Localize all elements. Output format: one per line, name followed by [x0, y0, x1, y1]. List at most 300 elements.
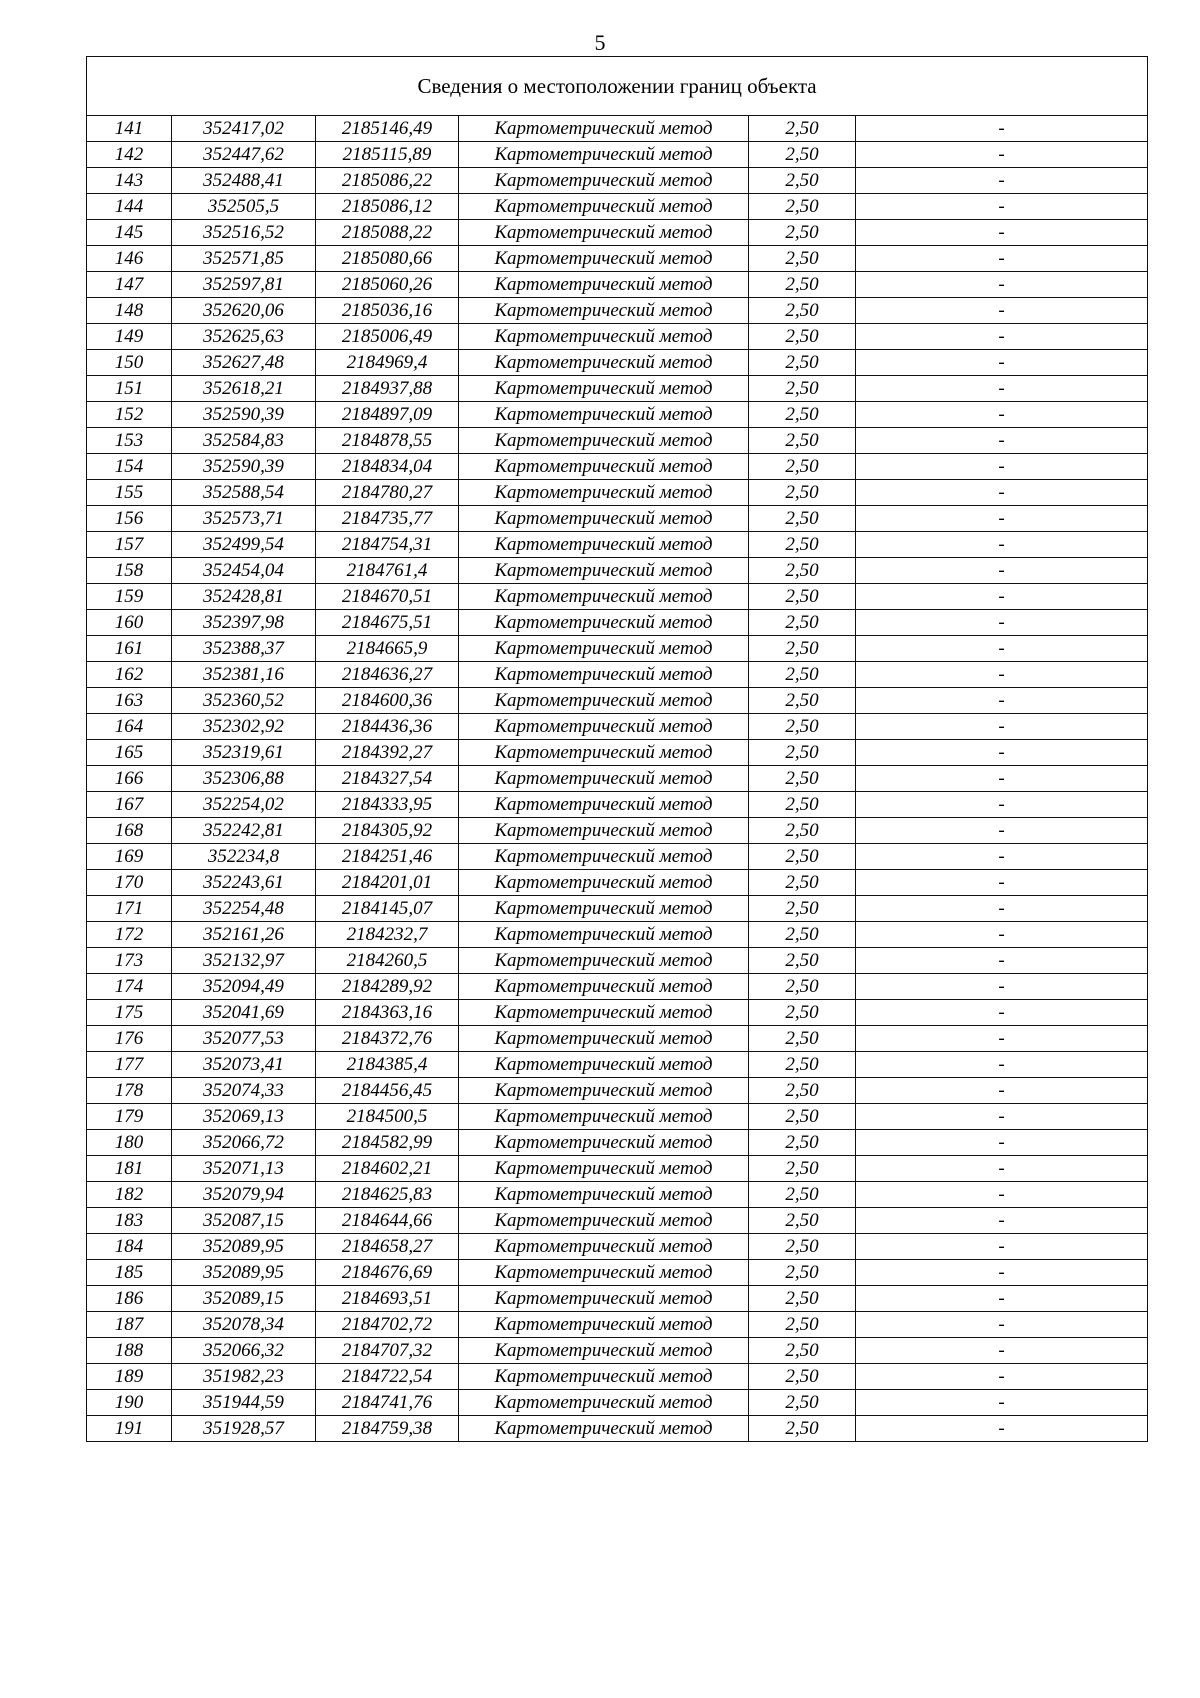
- point-number-cell: 191: [87, 1416, 172, 1442]
- table-row: [87, 844, 1148, 870]
- x-coordinate-cell: 352588,54: [172, 480, 316, 506]
- accuracy-cell: 2,50: [749, 610, 856, 636]
- method-cell: Картометрический метод: [459, 428, 749, 454]
- x-coordinate-cell: 352089,15: [172, 1286, 316, 1312]
- table-row: [87, 1026, 1148, 1052]
- x-coordinate-cell: 352066,32: [172, 1338, 316, 1364]
- table-row: [87, 974, 1148, 1000]
- x-coordinate-cell: 352590,39: [172, 454, 316, 480]
- x-coordinate-cell: 352417,02: [172, 116, 316, 142]
- method-cell: Картометрический метод: [459, 350, 749, 376]
- point-number-cell: 184: [87, 1234, 172, 1260]
- x-coordinate-cell: 351944,59: [172, 1390, 316, 1416]
- table-row: [87, 480, 1148, 506]
- x-coordinate-cell: 352079,94: [172, 1182, 316, 1208]
- y-coordinate-cell: 2184636,27: [316, 662, 459, 688]
- y-coordinate-cell: 2185080,66: [316, 246, 459, 272]
- y-coordinate-cell: 2184260,5: [316, 948, 459, 974]
- y-coordinate-cell: 2184363,16: [316, 1000, 459, 1026]
- accuracy-cell: 2,50: [749, 142, 856, 168]
- description-cell: -: [856, 558, 1148, 584]
- table-row: [87, 610, 1148, 636]
- method-cell: Картометрический метод: [459, 1000, 749, 1026]
- accuracy-cell: 2,50: [749, 428, 856, 454]
- point-number-cell: 167: [87, 792, 172, 818]
- description-cell: -: [856, 792, 1148, 818]
- method-cell: Картометрический метод: [459, 324, 749, 350]
- accuracy-cell: 2,50: [749, 870, 856, 896]
- method-cell: Картометрический метод: [459, 272, 749, 298]
- accuracy-cell: 2,50: [749, 506, 856, 532]
- y-coordinate-cell: 2185146,49: [316, 116, 459, 142]
- y-coordinate-cell: 2185115,89: [316, 142, 459, 168]
- description-cell: -: [856, 818, 1148, 844]
- y-coordinate-cell: 2184754,31: [316, 532, 459, 558]
- accuracy-cell: 2,50: [749, 1208, 856, 1234]
- table-row: [87, 428, 1148, 454]
- method-cell: Картометрический метод: [459, 194, 749, 220]
- table-row: [87, 922, 1148, 948]
- description-cell: -: [856, 1390, 1148, 1416]
- table-row: [87, 766, 1148, 792]
- x-coordinate-cell: 352454,04: [172, 558, 316, 584]
- method-cell: Картометрический метод: [459, 688, 749, 714]
- y-coordinate-cell: 2184333,95: [316, 792, 459, 818]
- description-cell: -: [856, 714, 1148, 740]
- method-cell: Картометрический метод: [459, 662, 749, 688]
- y-coordinate-cell: 2184735,77: [316, 506, 459, 532]
- method-cell: Картометрический метод: [459, 584, 749, 610]
- x-coordinate-cell: 352597,81: [172, 272, 316, 298]
- description-cell: -: [856, 532, 1148, 558]
- accuracy-cell: 2,50: [749, 1390, 856, 1416]
- accuracy-cell: 2,50: [749, 1078, 856, 1104]
- description-cell: -: [856, 246, 1148, 272]
- description-cell: -: [856, 896, 1148, 922]
- method-cell: Картометрический метод: [459, 766, 749, 792]
- method-cell: Картометрический метод: [459, 1078, 749, 1104]
- point-number-cell: 147: [87, 272, 172, 298]
- y-coordinate-cell: 2184582,99: [316, 1130, 459, 1156]
- table-row: [87, 740, 1148, 766]
- description-cell: -: [856, 454, 1148, 480]
- table-row: [87, 402, 1148, 428]
- accuracy-cell: 2,50: [749, 584, 856, 610]
- y-coordinate-cell: 2185086,12: [316, 194, 459, 220]
- method-cell: Картометрический метод: [459, 948, 749, 974]
- description-cell: -: [856, 376, 1148, 402]
- description-cell: -: [856, 766, 1148, 792]
- point-number-cell: 188: [87, 1338, 172, 1364]
- accuracy-cell: 2,50: [749, 298, 856, 324]
- method-cell: Картометрический метод: [459, 558, 749, 584]
- method-cell: Картометрический метод: [459, 454, 749, 480]
- method-cell: Картометрический метод: [459, 1182, 749, 1208]
- accuracy-cell: 2,50: [749, 1026, 856, 1052]
- table-row: [87, 1286, 1148, 1312]
- method-cell: Картометрический метод: [459, 1338, 749, 1364]
- point-number-cell: 159: [87, 584, 172, 610]
- y-coordinate-cell: 2184759,38: [316, 1416, 459, 1442]
- accuracy-cell: 2,50: [749, 948, 856, 974]
- description-cell: -: [856, 740, 1148, 766]
- description-cell: -: [856, 1182, 1148, 1208]
- accuracy-cell: 2,50: [749, 1286, 856, 1312]
- y-coordinate-cell: 2184693,51: [316, 1286, 459, 1312]
- table-row: [87, 376, 1148, 402]
- accuracy-cell: 2,50: [749, 818, 856, 844]
- table-row: [87, 506, 1148, 532]
- point-number-cell: 153: [87, 428, 172, 454]
- point-number-cell: 146: [87, 246, 172, 272]
- point-number-cell: 170: [87, 870, 172, 896]
- table-row: [87, 116, 1148, 142]
- x-coordinate-cell: 352089,95: [172, 1234, 316, 1260]
- point-number-cell: 142: [87, 142, 172, 168]
- accuracy-cell: 2,50: [749, 194, 856, 220]
- x-coordinate-cell: 352071,13: [172, 1156, 316, 1182]
- table-row: [87, 558, 1148, 584]
- table-row: [87, 350, 1148, 376]
- x-coordinate-cell: 352132,97: [172, 948, 316, 974]
- method-cell: Картометрический метод: [459, 168, 749, 194]
- method-cell: Картометрический метод: [459, 1390, 749, 1416]
- x-coordinate-cell: 352254,48: [172, 896, 316, 922]
- description-cell: -: [856, 1104, 1148, 1130]
- method-cell: Картометрический метод: [459, 376, 749, 402]
- table-row: [87, 1104, 1148, 1130]
- y-coordinate-cell: 2184675,51: [316, 610, 459, 636]
- method-cell: Картометрический метод: [459, 974, 749, 1000]
- description-cell: -: [856, 1364, 1148, 1390]
- description-cell: -: [856, 506, 1148, 532]
- description-cell: -: [856, 116, 1148, 142]
- y-coordinate-cell: 2184665,9: [316, 636, 459, 662]
- point-number-cell: 155: [87, 480, 172, 506]
- method-cell: Картометрический метод: [459, 870, 749, 896]
- description-cell: -: [856, 298, 1148, 324]
- table-row: [87, 1234, 1148, 1260]
- x-coordinate-cell: 352499,54: [172, 532, 316, 558]
- x-coordinate-cell: 352094,49: [172, 974, 316, 1000]
- method-cell: Картометрический метод: [459, 116, 749, 142]
- point-number-cell: 173: [87, 948, 172, 974]
- method-cell: Картометрический метод: [459, 818, 749, 844]
- y-coordinate-cell: 2184625,83: [316, 1182, 459, 1208]
- method-cell: Картометрический метод: [459, 1104, 749, 1130]
- point-number-cell: 164: [87, 714, 172, 740]
- accuracy-cell: 2,50: [749, 688, 856, 714]
- accuracy-cell: 2,50: [749, 558, 856, 584]
- accuracy-cell: 2,50: [749, 1312, 856, 1338]
- y-coordinate-cell: 2184392,27: [316, 740, 459, 766]
- y-coordinate-cell: 2184676,69: [316, 1260, 459, 1286]
- x-coordinate-cell: 352447,62: [172, 142, 316, 168]
- table-row: [87, 1000, 1148, 1026]
- page-number: 5: [594, 30, 606, 55]
- accuracy-cell: 2,50: [749, 1104, 856, 1130]
- description-cell: -: [856, 948, 1148, 974]
- y-coordinate-cell: 2184878,55: [316, 428, 459, 454]
- x-coordinate-cell: 352488,41: [172, 168, 316, 194]
- table-row: [87, 1364, 1148, 1390]
- y-coordinate-cell: 2184741,76: [316, 1390, 459, 1416]
- x-coordinate-cell: 352397,98: [172, 610, 316, 636]
- x-coordinate-cell: 352078,34: [172, 1312, 316, 1338]
- description-cell: -: [856, 1026, 1148, 1052]
- point-number-cell: 187: [87, 1312, 172, 1338]
- point-number-cell: 163: [87, 688, 172, 714]
- accuracy-cell: 2,50: [749, 402, 856, 428]
- method-cell: Картометрический метод: [459, 142, 749, 168]
- y-coordinate-cell: 2184436,36: [316, 714, 459, 740]
- description-cell: -: [856, 350, 1148, 376]
- x-coordinate-cell: 352161,26: [172, 922, 316, 948]
- table-row: [87, 1156, 1148, 1182]
- method-cell: Картометрический метод: [459, 1234, 749, 1260]
- table-row: [87, 532, 1148, 558]
- description-cell: -: [856, 480, 1148, 506]
- accuracy-cell: 2,50: [749, 168, 856, 194]
- description-cell: -: [856, 688, 1148, 714]
- point-number-cell: 180: [87, 1130, 172, 1156]
- accuracy-cell: 2,50: [749, 532, 856, 558]
- x-coordinate-cell: 352074,33: [172, 1078, 316, 1104]
- method-cell: Картометрический метод: [459, 1260, 749, 1286]
- description-cell: -: [856, 194, 1148, 220]
- x-coordinate-cell: 352590,39: [172, 402, 316, 428]
- point-number-cell: 157: [87, 532, 172, 558]
- accuracy-cell: 2,50: [749, 376, 856, 402]
- x-coordinate-cell: 352242,81: [172, 818, 316, 844]
- accuracy-cell: 2,50: [749, 1130, 856, 1156]
- table-row: [87, 1078, 1148, 1104]
- description-cell: -: [856, 1234, 1148, 1260]
- description-cell: -: [856, 584, 1148, 610]
- point-number-cell: 156: [87, 506, 172, 532]
- method-cell: Картометрический метод: [459, 246, 749, 272]
- x-coordinate-cell: 352388,37: [172, 636, 316, 662]
- table-row: [87, 1208, 1148, 1234]
- table-row: [87, 948, 1148, 974]
- method-cell: Картометрический метод: [459, 532, 749, 558]
- accuracy-cell: 2,50: [749, 974, 856, 1000]
- method-cell: Картометрический метод: [459, 714, 749, 740]
- accuracy-cell: 2,50: [749, 1364, 856, 1390]
- point-number-cell: 152: [87, 402, 172, 428]
- x-coordinate-cell: 352360,52: [172, 688, 316, 714]
- description-cell: -: [856, 168, 1148, 194]
- accuracy-cell: 2,50: [749, 1052, 856, 1078]
- y-coordinate-cell: 2184145,07: [316, 896, 459, 922]
- accuracy-cell: 2,50: [749, 1260, 856, 1286]
- table-row: [87, 662, 1148, 688]
- x-coordinate-cell: 352069,13: [172, 1104, 316, 1130]
- y-coordinate-cell: 2184602,21: [316, 1156, 459, 1182]
- y-coordinate-cell: 2184500,5: [316, 1104, 459, 1130]
- y-coordinate-cell: 2185086,22: [316, 168, 459, 194]
- y-coordinate-cell: 2185006,49: [316, 324, 459, 350]
- boundary-coordinates-table: [86, 56, 1148, 1442]
- y-coordinate-cell: 2185036,16: [316, 298, 459, 324]
- y-coordinate-cell: 2184722,54: [316, 1364, 459, 1390]
- x-coordinate-cell: 352625,63: [172, 324, 316, 350]
- method-cell: Картометрический метод: [459, 896, 749, 922]
- method-cell: Картометрический метод: [459, 610, 749, 636]
- y-coordinate-cell: 2184289,92: [316, 974, 459, 1000]
- point-number-cell: 179: [87, 1104, 172, 1130]
- y-coordinate-cell: 2184670,51: [316, 584, 459, 610]
- table-title-row: [87, 57, 1148, 116]
- x-coordinate-cell: 352428,81: [172, 584, 316, 610]
- x-coordinate-cell: 352302,92: [172, 714, 316, 740]
- method-cell: Картометрический метод: [459, 922, 749, 948]
- x-coordinate-cell: 352073,41: [172, 1052, 316, 1078]
- description-cell: -: [856, 1000, 1148, 1026]
- description-cell: -: [856, 220, 1148, 246]
- description-cell: -: [856, 870, 1148, 896]
- method-cell: Картометрический метод: [459, 298, 749, 324]
- y-coordinate-cell: 2185060,26: [316, 272, 459, 298]
- accuracy-cell: 2,50: [749, 662, 856, 688]
- y-coordinate-cell: 2184305,92: [316, 818, 459, 844]
- point-number-cell: 169: [87, 844, 172, 870]
- description-cell: -: [856, 142, 1148, 168]
- y-coordinate-cell: 2184969,4: [316, 350, 459, 376]
- description-cell: -: [856, 1338, 1148, 1364]
- point-number-cell: 172: [87, 922, 172, 948]
- description-cell: -: [856, 1286, 1148, 1312]
- x-coordinate-cell: 352584,83: [172, 428, 316, 454]
- description-cell: -: [856, 1416, 1148, 1442]
- table-row: [87, 792, 1148, 818]
- method-cell: Картометрический метод: [459, 636, 749, 662]
- point-number-cell: 165: [87, 740, 172, 766]
- description-cell: -: [856, 974, 1148, 1000]
- x-coordinate-cell: 352381,16: [172, 662, 316, 688]
- point-number-cell: 144: [87, 194, 172, 220]
- point-number-cell: 176: [87, 1026, 172, 1052]
- table-row: [87, 584, 1148, 610]
- method-cell: Картометрический метод: [459, 1286, 749, 1312]
- x-coordinate-cell: 352306,88: [172, 766, 316, 792]
- y-coordinate-cell: 2184937,88: [316, 376, 459, 402]
- x-coordinate-cell: 352571,85: [172, 246, 316, 272]
- accuracy-cell: 2,50: [749, 1416, 856, 1442]
- method-cell: Картометрический метод: [459, 1026, 749, 1052]
- table-body: [87, 116, 1148, 1442]
- y-coordinate-cell: 2184456,45: [316, 1078, 459, 1104]
- accuracy-cell: 2,50: [749, 324, 856, 350]
- table-row: [87, 1182, 1148, 1208]
- table-row: [87, 1052, 1148, 1078]
- y-coordinate-cell: 2184372,76: [316, 1026, 459, 1052]
- point-number-cell: 148: [87, 298, 172, 324]
- y-coordinate-cell: 2184201,01: [316, 870, 459, 896]
- method-cell: Картометрический метод: [459, 1364, 749, 1390]
- method-cell: Картометрический метод: [459, 1312, 749, 1338]
- table-row: [87, 1312, 1148, 1338]
- point-number-cell: 174: [87, 974, 172, 1000]
- y-coordinate-cell: 2184385,4: [316, 1052, 459, 1078]
- description-cell: -: [856, 272, 1148, 298]
- description-cell: -: [856, 428, 1148, 454]
- x-coordinate-cell: 352620,06: [172, 298, 316, 324]
- accuracy-cell: 2,50: [749, 1156, 856, 1182]
- description-cell: -: [856, 1208, 1148, 1234]
- point-number-cell: 177: [87, 1052, 172, 1078]
- x-coordinate-cell: 352089,95: [172, 1260, 316, 1286]
- y-coordinate-cell: 2184780,27: [316, 480, 459, 506]
- accuracy-cell: 2,50: [749, 480, 856, 506]
- accuracy-cell: 2,50: [749, 1000, 856, 1026]
- description-cell: -: [856, 844, 1148, 870]
- accuracy-cell: 2,50: [749, 1338, 856, 1364]
- table-title: Сведения о местоположении границ объекта: [87, 57, 1148, 116]
- point-number-cell: 143: [87, 168, 172, 194]
- table-row: [87, 714, 1148, 740]
- table-row: [87, 324, 1148, 350]
- table-row: [87, 220, 1148, 246]
- point-number-cell: 160: [87, 610, 172, 636]
- description-cell: -: [856, 1312, 1148, 1338]
- point-number-cell: 190: [87, 1390, 172, 1416]
- table-row: [87, 1416, 1148, 1442]
- description-cell: -: [856, 1078, 1148, 1104]
- point-number-cell: 168: [87, 818, 172, 844]
- description-cell: -: [856, 402, 1148, 428]
- y-coordinate-cell: 2185088,22: [316, 220, 459, 246]
- point-number-cell: 145: [87, 220, 172, 246]
- accuracy-cell: 2,50: [749, 740, 856, 766]
- accuracy-cell: 2,50: [749, 246, 856, 272]
- y-coordinate-cell: 2184251,46: [316, 844, 459, 870]
- x-coordinate-cell: 352516,52: [172, 220, 316, 246]
- point-number-cell: 175: [87, 1000, 172, 1026]
- description-cell: -: [856, 1130, 1148, 1156]
- table-row: [87, 194, 1148, 220]
- y-coordinate-cell: 2184702,72: [316, 1312, 459, 1338]
- x-coordinate-cell: 352573,71: [172, 506, 316, 532]
- y-coordinate-cell: 2184232,7: [316, 922, 459, 948]
- table-row: [87, 298, 1148, 324]
- point-number-cell: 182: [87, 1182, 172, 1208]
- description-cell: -: [856, 922, 1148, 948]
- point-number-cell: 158: [87, 558, 172, 584]
- point-number-cell: 161: [87, 636, 172, 662]
- x-coordinate-cell: 352041,69: [172, 1000, 316, 1026]
- point-number-cell: 151: [87, 376, 172, 402]
- table-row: [87, 142, 1148, 168]
- x-coordinate-cell: 352618,21: [172, 376, 316, 402]
- point-number-cell: 178: [87, 1078, 172, 1104]
- point-number-cell: 162: [87, 662, 172, 688]
- accuracy-cell: 2,50: [749, 792, 856, 818]
- point-number-cell: 141: [87, 116, 172, 142]
- x-coordinate-cell: 352066,72: [172, 1130, 316, 1156]
- table-row: [87, 818, 1148, 844]
- table-row: [87, 272, 1148, 298]
- table-row: [87, 246, 1148, 272]
- accuracy-cell: 2,50: [749, 350, 856, 376]
- method-cell: Картометрический метод: [459, 844, 749, 870]
- description-cell: -: [856, 1052, 1148, 1078]
- y-coordinate-cell: 2184834,04: [316, 454, 459, 480]
- table-row: [87, 454, 1148, 480]
- description-cell: -: [856, 1260, 1148, 1286]
- accuracy-cell: 2,50: [749, 116, 856, 142]
- table-row: [87, 1338, 1148, 1364]
